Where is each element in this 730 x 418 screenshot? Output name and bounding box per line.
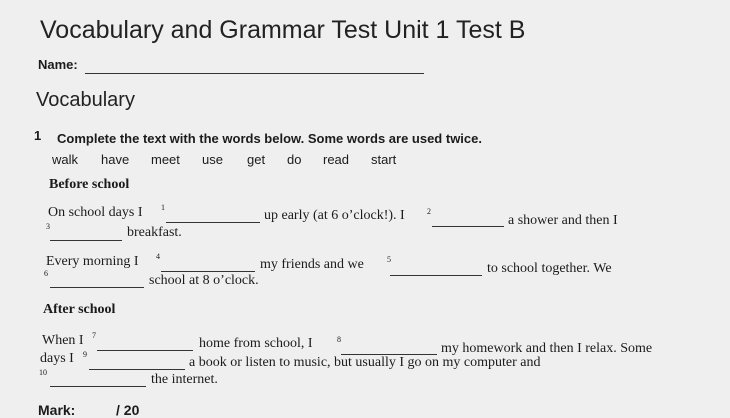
word-bank-item: get: [247, 152, 266, 167]
sentence-text: home from school, I: [199, 336, 313, 351]
sentence-text: school at 8 o’clock.: [149, 273, 259, 288]
gap-5-line: [390, 275, 482, 276]
gap-6-line: [50, 287, 144, 288]
name-label: Name:: [38, 57, 78, 72]
task-number: 1: [34, 128, 42, 143]
gap-number-3: 3: [46, 222, 50, 231]
before-school-heading: Before school: [49, 177, 130, 192]
mark-total: / 20: [116, 402, 140, 418]
name-line: [85, 73, 424, 74]
sentence-text: On school days I: [48, 205, 143, 220]
gap-10-line: [50, 386, 146, 387]
gap-3-line: [50, 240, 122, 241]
word-bank-item: read: [323, 152, 350, 167]
gap-number-2: 2: [427, 207, 431, 216]
word-bank-item: walk: [52, 152, 79, 167]
page-title: Vocabulary and Grammar Test Unit 1 Test B: [40, 16, 526, 44]
sentence-text: Every morning I: [46, 254, 139, 269]
mark-label: Mark:: [38, 402, 76, 418]
sentence-text: my homework and then I relax. Some: [441, 341, 653, 356]
after-school-heading: After school: [43, 302, 116, 317]
sentence-text: days I: [40, 351, 74, 366]
gap-2-line: [432, 226, 504, 227]
gap-4-line: [161, 271, 255, 272]
sentence-text: a shower and then I: [508, 213, 618, 228]
gap-number-1: 1: [161, 203, 165, 212]
task-instruction: Complete the text with the words below. Some words are used twice.: [57, 131, 482, 146]
sentence-text: a book or listen to music, but usually I go on my computer and: [189, 355, 541, 370]
gap-number-6: 6: [44, 269, 48, 278]
gap-number-4: 4: [156, 252, 160, 261]
word-bank-item: have: [101, 152, 130, 167]
gap-1-line: [166, 222, 260, 223]
gap-number-10: 10: [39, 368, 47, 377]
word-bank-item: meet: [151, 152, 180, 167]
gap-7-line: [97, 350, 193, 351]
sentence-text: breakfast.: [127, 225, 182, 240]
sentence-text: When I: [42, 333, 84, 348]
word-bank-item: do: [287, 152, 302, 167]
section-heading: Vocabulary: [36, 89, 135, 111]
sentence-text: up early (at 6 o’clock!). I: [264, 208, 405, 223]
gap-number-5: 5: [387, 255, 391, 264]
word-bank-item: start: [371, 152, 397, 167]
word-bank-item: use: [202, 152, 223, 167]
gap-number-9: 9: [83, 350, 87, 359]
gap-number-7: 7: [92, 331, 96, 340]
gap-9-line: [89, 369, 185, 370]
gap-number-8: 8: [337, 335, 341, 344]
sentence-text: to school together. We: [487, 261, 612, 276]
sentence-text: my friends and we: [260, 257, 364, 272]
sentence-text: the internet.: [151, 372, 218, 387]
